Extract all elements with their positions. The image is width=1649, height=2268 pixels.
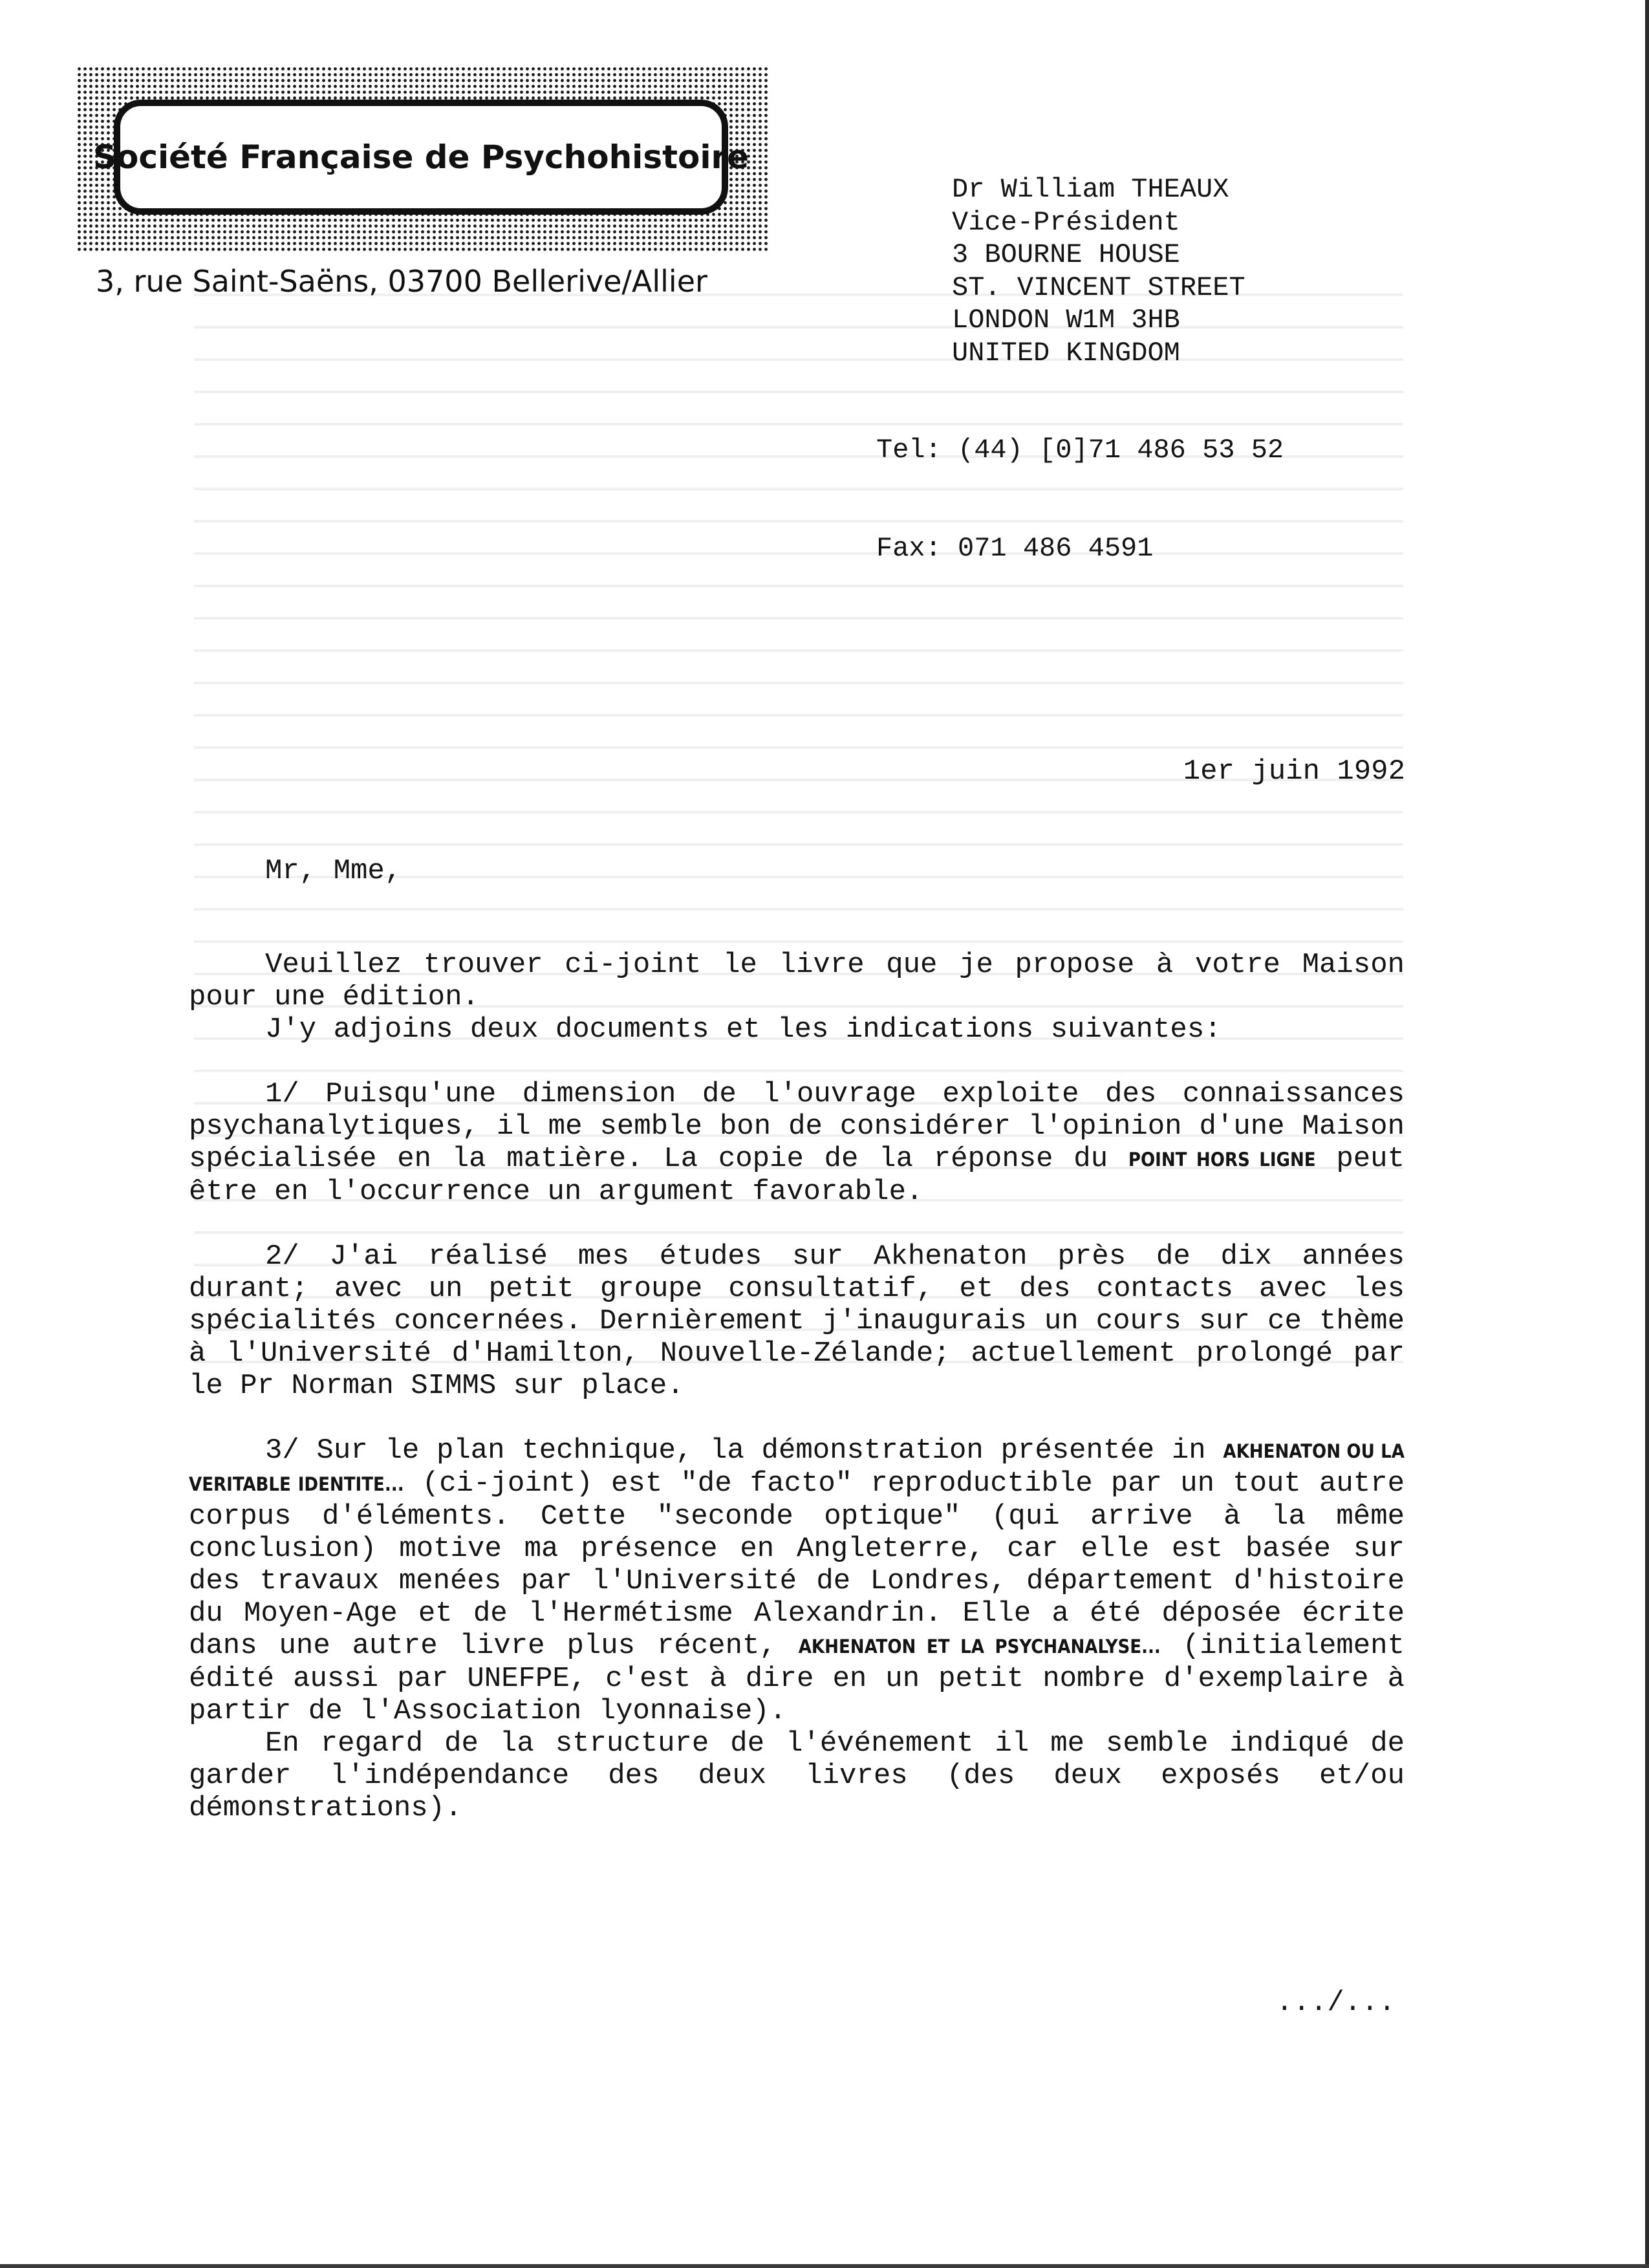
book-title-2: AKHENATON ET LA PSYCHANALYSE... bbox=[798, 1636, 1161, 1658]
recipient-block bbox=[952, 173, 1245, 369]
letter-date: 1er juin 1992 bbox=[1183, 755, 1405, 788]
telephone: Tel: (44) [0]71 486 53 52 bbox=[876, 435, 1284, 466]
recipient-line: UNITED KINGDOM bbox=[952, 337, 1180, 369]
letter-body bbox=[189, 949, 1405, 1824]
fax: Fax: 071 486 4591 bbox=[876, 532, 1154, 564]
paragraph-point-3: 3/ Sur le plan technique, la démonstration présentée in AKHENATON OU LA VERITABLE IDENTITE... (ci-joint) est "de facto" reproductible par un tout autre corpus d'éléments. Cette "seconde optique" (qui arrive à la même conclusion) motive ma présence en Angleterre, car elle est basée sur des travaux menées par l'Université de Londres, département d'histoire du Moyen-Age et de l'Hermétisme Alexandrin. Elle a été déposée écrite dans une autre livre plus récent, AKHENATON ET LA PSYCHANALYSE... (initialement édité aussi par UNEFPE, c'est à dire en un petit nombre d'exemplaire à partir de l'Association lyonnaise). bbox=[189, 1434, 1405, 1727]
organization-name: Société Française de Psychohistoire bbox=[92, 138, 749, 176]
letterhead-logo bbox=[76, 66, 768, 252]
recipient-line: Dr William THEAUX bbox=[952, 174, 1229, 205]
paragraph-intro: Veuillez trouver ci-joint le livre que je propose à votre Maison pour une édition. bbox=[189, 949, 1405, 1013]
recipient-line: ST. VINCENT STREET bbox=[952, 272, 1245, 303]
paragraph-attachments: J'y adjoins deux documents et les indications suivantes: bbox=[265, 1013, 1222, 1046]
paragraph-conclusion: En regard de la structure de l'événement il me semble indiqué de garder l'indépendance des deux livres (des deux exposés et/ou démonstrations). bbox=[189, 1727, 1405, 1824]
paragraph-point-2: 2/ J'ai réalisé mes études sur Akhenaton près de dix années durant; avec un petit groupe consultatif, et des contacts avec les spécialités concernées. Dernièrement j'inaugurais un cours sur ce thème à l'Université d'Hamilton, Nouvelle-Zélande; actuellement prolongé par le Pr Norman SIMMS sur place. bbox=[189, 1240, 1405, 1402]
recipient-line: Vice-Président bbox=[952, 206, 1180, 238]
scan-edge-bottom bbox=[0, 2264, 1649, 2268]
salutation: Mr, Mme, bbox=[265, 855, 402, 887]
recipient-line: LONDON W1M 3HB bbox=[952, 305, 1180, 336]
scan-edge-right bbox=[1645, 0, 1649, 2268]
paragraph-point-1: 1/ Puisqu'une dimension de l'ouvrage exploite des connaissances psychanalytiques, il me semble bon de considérer l'opinion d'une Maison spécialisée en la matière. La copie de la réponse du POINT HORS LIGNE peut être en l'occurrence un argument favorable. bbox=[189, 1078, 1405, 1208]
logo-frame bbox=[92, 100, 749, 215]
publisher-name: POINT HORS LIGNE bbox=[1128, 1149, 1316, 1171]
continuation-mark: .../... bbox=[1276, 1987, 1396, 2019]
book-title-1: AKHENATON OU LA VERITABLE IDENTITE... bbox=[189, 1440, 1405, 1495]
recipient-line: 3 BOURNE HOUSE bbox=[952, 239, 1180, 270]
sender-address: 3, rue Saint-Saëns, 03700 Bellerive/Allier bbox=[96, 264, 707, 299]
contact-block bbox=[876, 369, 1284, 630]
